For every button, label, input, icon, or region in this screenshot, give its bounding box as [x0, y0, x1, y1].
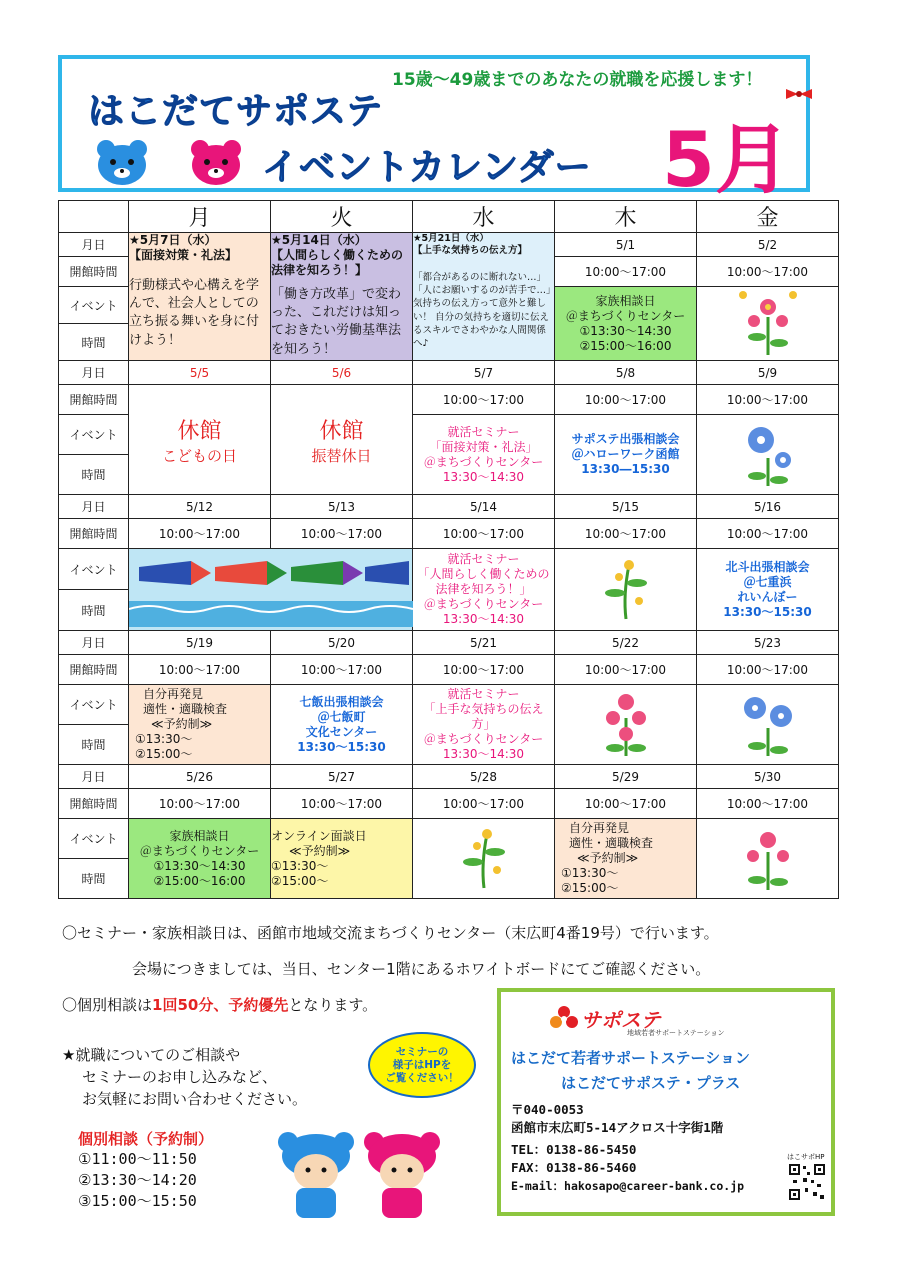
event-line: ②15:00～: [271, 873, 329, 888]
row-label-date: 月日: [59, 631, 129, 655]
flower-illustration: [697, 415, 839, 495]
event-line: ＠ハローワーク函館: [571, 447, 680, 461]
sapo-logo-icon: [549, 1004, 579, 1032]
note-contact-3: お気軽にお問い合わせください。: [82, 1090, 308, 1108]
flower-illustration: [555, 685, 697, 765]
hours-cell: 10:00～17:00: [413, 789, 555, 819]
week3-date-row: [59, 495, 839, 519]
bubble-line: ご覧ください！: [385, 1072, 459, 1085]
event-line: 家族相談日: [169, 828, 230, 843]
pink-bear-icon: [188, 137, 244, 187]
flower-illustration: [555, 549, 697, 631]
week4-event-row: [59, 685, 839, 725]
event-line: 適性・適職検査: [143, 702, 228, 716]
date-cell: 5/13: [271, 495, 413, 519]
date-cell: 5/19: [129, 631, 271, 655]
qr-label: はこサポHP: [787, 1153, 825, 1161]
row-label-hours: 開館時間: [59, 257, 129, 287]
week5-event-row: [59, 819, 839, 859]
note-individual-highlight: 1回50分、予約優先: [152, 996, 289, 1014]
hours-cell: 10:00～17:00: [271, 519, 413, 549]
row-label-hours: 開館時間: [59, 385, 129, 415]
event-line: 方」: [471, 717, 496, 731]
week5-date-row: [59, 765, 839, 789]
event-line: 13:30～15:30: [723, 604, 812, 619]
header-title-line2: イベントカレンダー: [262, 147, 592, 188]
flower-illustration: [697, 685, 839, 765]
date-cell: 5/1: [555, 233, 697, 257]
date-cell: 5/9: [697, 361, 839, 385]
pink-flower-icon: [733, 822, 803, 892]
row-label-hours: 開館時間: [59, 655, 129, 685]
closed-label: 休館: [177, 418, 222, 444]
hours-cell: 10:00～17:00: [271, 655, 413, 685]
row-label-time: 時間: [59, 324, 129, 361]
event-line: 13:30～14:30: [442, 747, 525, 761]
consult-slot: ③15:00～15:50: [78, 1192, 197, 1210]
date-cell: 5/6: [271, 361, 413, 385]
closed-label: 休館: [319, 418, 364, 444]
event-line: 「人間らしく働くための: [417, 567, 550, 581]
org-address: 函館市末広町5-14アクロス十字街1階: [511, 1120, 724, 1135]
event-line: ≪予約制≫: [289, 843, 351, 858]
blue-flower-icon: [733, 688, 803, 758]
individual-consult-box: [78, 1128, 213, 1212]
date-cell: 5/7: [413, 361, 555, 385]
row-label-date: 月日: [59, 495, 129, 519]
header-month: 5月: [662, 115, 791, 204]
consult-title: 個別相談（予約制）: [78, 1130, 214, 1148]
closed-day-cell: [129, 385, 271, 495]
seminar-info-body: 「都合があるのに断れない…」「人にお願いするのが苦手で…」気持ちの伝え方って意外と難しい！ 自分の気持ちを適切に伝えるスキルでさわやかな人間関係へ♪: [413, 271, 551, 350]
weekday-wed: 水: [413, 201, 555, 233]
event-line: れいんぼー: [737, 589, 798, 604]
hours-cell: 10:00～17:00: [697, 519, 839, 549]
seminar-info-subtitle: 【人間らしく働くための法律を知ろう！】: [271, 248, 404, 277]
event-line: ＠七重浜: [743, 574, 792, 589]
row-label-date: 月日: [59, 233, 129, 257]
carp-streamer-icon: [129, 549, 413, 627]
date-cell: 5/15: [555, 495, 697, 519]
event-line: 法律を知ろう！」: [435, 582, 532, 596]
note-contact-1: ★就職についてのご相談や: [62, 1046, 241, 1064]
seminar-event-cell: [413, 549, 555, 631]
row-label-time: 時間: [59, 590, 129, 631]
event-line: ①13:30～: [135, 732, 193, 746]
hours-cell: 10:00～17:00: [697, 257, 839, 287]
note-venue: 〇セミナー・家族相談日は、函館市地域交流まちづくりセンター（末広町4番19号）で行います。: [62, 924, 719, 942]
pink-flower-icon: [591, 688, 661, 758]
org-tel: TEL：0138-86-5450: [511, 1142, 637, 1157]
seminar-event-cell: [413, 685, 555, 765]
hours-cell: 10:00～17:00: [413, 385, 555, 415]
hours-cell: 10:00～17:00: [413, 655, 555, 685]
bubble-line: セミナーの: [395, 1046, 449, 1058]
row-label-event: イベント: [59, 685, 129, 725]
date-cell: 5/23: [697, 631, 839, 655]
event-line: ①13:30～: [271, 858, 329, 873]
event-line: 「面接対策・礼法」: [429, 439, 538, 454]
seminar-info-title: ★5月21日（水）: [413, 233, 489, 244]
org-logo-subtext: 地域若者サポートステーション: [627, 1029, 725, 1037]
event-line: サポステ出張相談会: [571, 432, 680, 446]
hours-cell: 10:00～17:00: [555, 385, 697, 415]
weekday-mon: 月: [129, 201, 271, 233]
row-label-date: 月日: [59, 361, 129, 385]
weekday-fri: 金: [697, 201, 839, 233]
hours-cell: 10:00～17:00: [555, 789, 697, 819]
hp-speech-bubble: [368, 1032, 476, 1098]
event-line: ①13:30～14:30: [153, 858, 246, 873]
qr-code-icon[interactable]: [787, 1162, 827, 1202]
event-line: ①13:30～14:30: [579, 323, 672, 338]
week1-date-row: [59, 233, 839, 257]
yellow-flower-icon: [601, 555, 651, 621]
hours-cell: 10:00～17:00: [555, 655, 697, 685]
row-label-time: 時間: [59, 725, 129, 765]
hours-cell: 10:00～17:00: [697, 789, 839, 819]
seminar-info-may14: [271, 233, 413, 361]
flower-illustration: [697, 819, 839, 899]
org-name-1: はこだて若者サポートステーション: [511, 1049, 750, 1067]
event-line: ②15:00～16:00: [579, 338, 672, 353]
note-whiteboard: 会場につきましては、当日、センター1階にあるホワイトボードにてご確認ください。: [132, 960, 711, 978]
weekday-thu: 木: [555, 201, 697, 233]
row-label-hours: 開館時間: [59, 789, 129, 819]
org-zip: 〒040-0053: [511, 1102, 584, 1117]
aptitude-test-event: [129, 685, 271, 765]
event-line: 北斗出張相談会: [725, 559, 810, 574]
aptitude-test-event: [555, 819, 697, 899]
event-line: 就活セミナー: [447, 687, 520, 701]
date-cell: 5/22: [555, 631, 697, 655]
header-title-line1: はこだてサポステ: [88, 91, 384, 132]
note-individual: [62, 994, 377, 1015]
org-email: E-mail：hakosapo@career-bank.co.jp: [511, 1179, 745, 1193]
date-cell: 5/5: [129, 361, 271, 385]
hours-cell: 10:00～17:00: [555, 519, 697, 549]
event-line: ＠七飯町: [317, 709, 366, 724]
event-line: 適性・適職検査: [569, 836, 654, 850]
organization-info-box: [497, 988, 835, 1216]
seminar-info-body: 「働き方改革」で変わった、これだけは知っておきたい労働基準法を知ろう！: [271, 287, 402, 357]
consult-slot: ②13:30～14:20: [78, 1171, 197, 1189]
hours-cell: 10:00～17:00: [129, 519, 271, 549]
note-individual-a: 〇個別相談は: [62, 996, 153, 1014]
date-cell: 5/29: [555, 765, 697, 789]
week4-date-row: [59, 631, 839, 655]
event-line: ②15:00～: [561, 881, 619, 895]
week2-hours-row: [59, 385, 839, 415]
seminar-info-title: ★5月14日（水）: [271, 233, 367, 247]
event-line: 自分再発見: [143, 687, 204, 701]
weekday-tue: 火: [271, 201, 413, 233]
date-cell: 5/14: [413, 495, 555, 519]
event-line: ＠まちづくりセンター: [423, 454, 544, 469]
consult-slot: ①11:00～11:50: [78, 1150, 197, 1168]
bubble-line: 様子はHPを: [392, 1059, 452, 1072]
event-line: 13:30～14:30: [442, 469, 525, 484]
yellow-flower-icon: [459, 824, 509, 890]
date-cell: 5/30: [697, 765, 839, 789]
date-cell: 5/2: [697, 233, 839, 257]
pink-flower-icon: [733, 287, 803, 357]
row-label-event: イベント: [59, 287, 129, 324]
blue-bear-icon: [94, 137, 150, 187]
hours-cell: 10:00～17:00: [697, 655, 839, 685]
event-line: ②15:00～: [135, 747, 193, 761]
org-logo-text: サポステ: [581, 1008, 661, 1032]
blue-flower-icon: [733, 418, 803, 488]
seminar-info-subtitle: 【上手な気持ちの伝え方】: [413, 244, 528, 256]
event-line: ＠まちづくりセンター: [565, 308, 686, 323]
event-line: 13:30～15:30: [297, 739, 386, 754]
ribbon-icon: [784, 85, 814, 103]
event-line: 就活セミナー: [447, 552, 520, 566]
pink-mascot-icon: [358, 1128, 446, 1220]
outreach-event-cell: [697, 549, 839, 631]
event-line: 就活セミナー: [447, 424, 520, 439]
row-label-event: イベント: [59, 415, 129, 455]
date-cell: 5/28: [413, 765, 555, 789]
org-name-2: はこだてサポステ・プラス: [561, 1074, 741, 1092]
row-label-event: イベント: [59, 549, 129, 590]
weekday-header-row: [59, 201, 839, 233]
carp-streamer-illustration: [129, 549, 413, 631]
event-line: 13:30―15:30: [581, 462, 670, 476]
row-label-date: 月日: [59, 765, 129, 789]
event-line: 自分再発見: [569, 821, 630, 835]
family-consult-event: [129, 819, 271, 899]
event-line: ≪予約制≫: [151, 717, 213, 731]
week3-event-row: [59, 549, 839, 590]
family-consult-event: [555, 287, 697, 361]
hours-cell: 10:00～17:00: [271, 789, 413, 819]
seminar-info-may21: [413, 233, 555, 361]
date-cell: 5/21: [413, 631, 555, 655]
week5-hours-row: [59, 789, 839, 819]
corner-cell: [59, 201, 129, 233]
row-label-time: 時間: [59, 455, 129, 495]
date-cell: 5/12: [129, 495, 271, 519]
event-line: ≪予約制≫: [577, 851, 639, 865]
outreach-event-cell: [555, 415, 697, 495]
flower-illustration: [697, 287, 839, 361]
event-line: 家族相談日: [595, 293, 656, 308]
event-line: 文化センター: [305, 724, 378, 739]
hours-cell: 10:00～17:00: [129, 789, 271, 819]
week4-hours-row: [59, 655, 839, 685]
online-interview-event: [271, 819, 413, 899]
date-cell: 5/20: [271, 631, 413, 655]
week3-hours-row: [59, 519, 839, 549]
seminar-info-may7: [129, 233, 271, 361]
date-cell: 5/27: [271, 765, 413, 789]
closed-reason: こどもの日: [161, 446, 237, 465]
outreach-event-cell: [271, 685, 413, 765]
row-label-event: イベント: [59, 819, 129, 859]
event-calendar-table: [58, 200, 839, 899]
date-cell: 5/8: [555, 361, 697, 385]
seminar-event-cell: [413, 415, 555, 495]
event-line: 七飯出張相談会: [299, 694, 384, 709]
hours-cell: 10:00～17:00: [555, 257, 697, 287]
event-line: 「上手な気持ちの伝え: [423, 702, 544, 716]
closed-day-cell: [271, 385, 413, 495]
hours-cell: 10:00～17:00: [129, 655, 271, 685]
flower-illustration: [413, 819, 555, 899]
note-contact-2: セミナーのお申し込みなど、: [82, 1068, 278, 1086]
week2-date-row: [59, 361, 839, 385]
date-cell: 5/26: [129, 765, 271, 789]
event-line: ＠まちづくりセンター: [139, 843, 260, 858]
event-line: ①13:30～: [561, 866, 619, 880]
header-subtitle: 15歳～49歳までのあなたの就職を応援します！: [392, 70, 763, 90]
event-line: ②15:00～16:00: [153, 873, 246, 888]
seminar-info-title: ★5月7日（水）: [129, 233, 217, 247]
event-line: ＠まちづくりセンター: [423, 597, 544, 611]
blue-mascot-icon: [272, 1128, 360, 1220]
closed-reason: 振替休日: [311, 446, 372, 465]
date-cell: 5/16: [697, 495, 839, 519]
row-label-time: 時間: [59, 859, 129, 899]
header-banner: [58, 55, 810, 204]
event-line: ＠まちづくりセンター: [423, 732, 544, 746]
seminar-info-body: 行動様式や心構えを学んで、社会人としての立ち振る舞いを身に付けよう！: [129, 278, 260, 348]
org-fax: FAX：0138-86-5460: [511, 1160, 637, 1175]
hours-cell: 10:00～17:00: [697, 385, 839, 415]
row-label-hours: 開館時間: [59, 519, 129, 549]
note-individual-c: となります。: [288, 996, 378, 1014]
hours-cell: 10:00～17:00: [413, 519, 555, 549]
event-line: オンライン面談日: [271, 828, 367, 843]
seminar-info-subtitle: 【面接対策・礼法】: [129, 248, 238, 262]
event-line: 13:30～14:30: [442, 612, 525, 626]
